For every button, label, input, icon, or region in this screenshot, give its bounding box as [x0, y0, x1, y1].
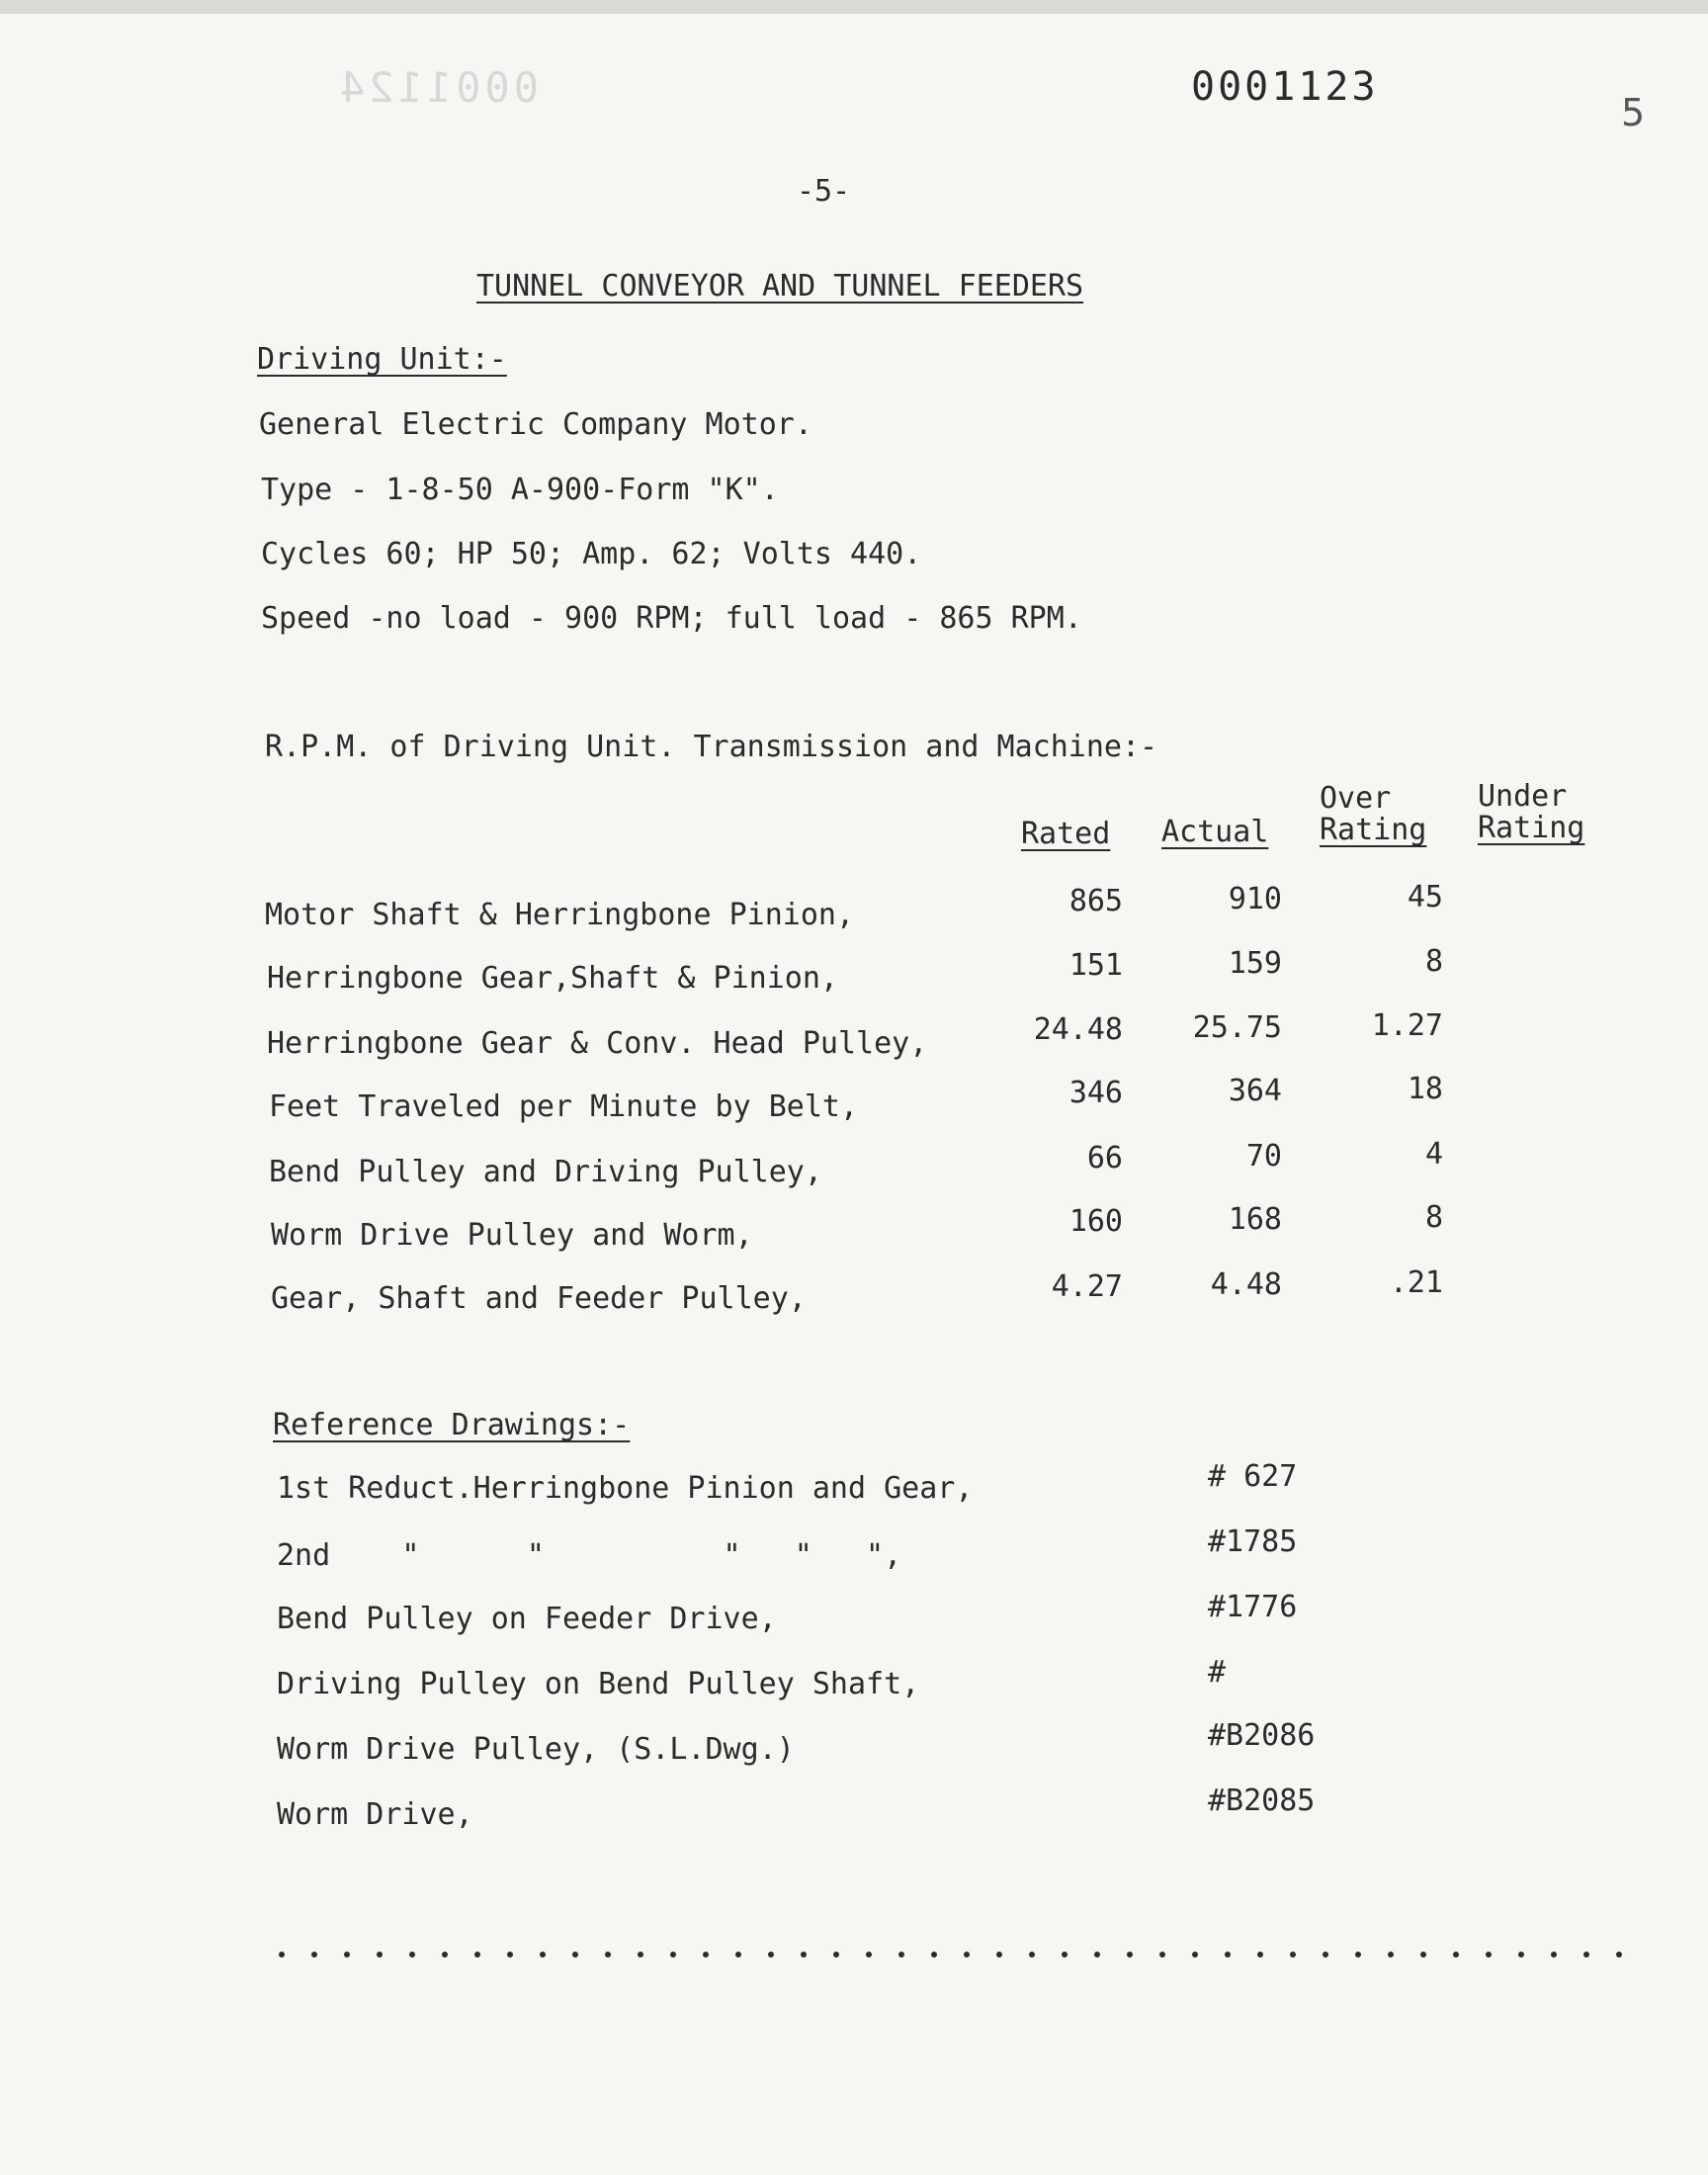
- table-cell-actual: 168: [1228, 1202, 1282, 1237]
- bleed-through-number: 0001124: [336, 63, 540, 112]
- driving-unit-heading: Driving Unit:-: [257, 342, 507, 377]
- table-cell-rated: 865: [1068, 884, 1123, 918]
- table-cell-over: 4: [1424, 1137, 1443, 1172]
- table-row-label: Worm Drive Pulley and Worm,: [271, 1218, 753, 1253]
- table-row-label: Feet Traveled per Minute by Belt,: [269, 1089, 859, 1124]
- table-cell-rated: 4.27: [1051, 1269, 1123, 1304]
- table-cell-over: 45: [1407, 880, 1443, 914]
- column-header-under-rating: Rating: [1478, 811, 1585, 845]
- separator-dot: [1420, 1952, 1426, 1958]
- reference-number: #1776: [1208, 1590, 1298, 1624]
- separator-dot: [801, 1952, 807, 1958]
- scan-top-edge: [0, 0, 1708, 14]
- page-number: -5-: [797, 174, 851, 209]
- table-cell-actual: 70: [1245, 1139, 1282, 1174]
- table-cell-rated: 346: [1068, 1076, 1123, 1110]
- separator-dot: [540, 1952, 546, 1958]
- separator-dot: [507, 1952, 513, 1958]
- separator-dot: [1323, 1952, 1328, 1958]
- separator-dot: [409, 1952, 415, 1958]
- table-cell-over: 8: [1424, 1200, 1443, 1235]
- column-header-over: Over: [1320, 781, 1392, 816]
- separator-dot: [1616, 1952, 1622, 1958]
- reference-label: Worm Drive Pulley, (S.L.Dwg.): [277, 1732, 795, 1767]
- table-cell-rated: 24.48: [1033, 1012, 1123, 1047]
- separator-dot: [833, 1952, 839, 1958]
- separator-dot: [866, 1952, 872, 1958]
- table-cell-actual: 159: [1228, 946, 1282, 981]
- separator-dot: [474, 1952, 480, 1958]
- separator-dot: [605, 1952, 611, 1958]
- separator-dot: [279, 1952, 285, 1958]
- separator-dot: [1127, 1952, 1133, 1958]
- driving-unit-line: Type - 1-8-50 A-900-Form "K".: [261, 473, 779, 507]
- reference-number: #B2086: [1208, 1718, 1316, 1753]
- separator-dot: [898, 1952, 904, 1958]
- reference-label: Bend Pulley on Feeder Drive,: [277, 1602, 777, 1636]
- separator-dot: [1257, 1952, 1263, 1958]
- separator-dot: [964, 1952, 970, 1958]
- separator-dot: [442, 1952, 448, 1958]
- reference-label: Driving Pulley on Bend Pulley Shaft,: [277, 1667, 920, 1701]
- reference-label: 1st Reduct.Herringbone Pinion and Gear,: [277, 1471, 974, 1506]
- table-cell-rated: 151: [1068, 948, 1123, 983]
- table-cell-actual: 364: [1228, 1074, 1282, 1108]
- table-row-label: Motor Shaft & Herringbone Pinion,: [265, 898, 855, 932]
- table-cell-over: 1.27: [1371, 1008, 1443, 1043]
- separator-dot: [703, 1952, 709, 1958]
- driving-unit-line: Cycles 60; HP 50; Amp. 62; Volts 440.: [261, 537, 922, 571]
- separator-dot: [996, 1952, 1002, 1958]
- document-number: 0001123: [1191, 64, 1379, 110]
- separator-dot: [344, 1952, 350, 1958]
- separator-dot: [1062, 1952, 1068, 1958]
- separator-dot: [572, 1952, 578, 1958]
- separator-dot: [377, 1952, 383, 1958]
- reference-number: #: [1208, 1655, 1227, 1690]
- reference-number: # 627: [1208, 1459, 1298, 1494]
- table-cell-actual: 4.48: [1210, 1267, 1282, 1302]
- dotted-separator: [279, 1944, 1653, 1967]
- separator-dot: [311, 1952, 317, 1958]
- column-header-actual: Actual: [1161, 815, 1269, 849]
- corner-mark: 5: [1621, 91, 1646, 134]
- separator-dot: [638, 1952, 643, 1958]
- page-title: TUNNEL CONVEYOR AND TUNNEL FEEDERS: [476, 269, 1084, 304]
- table-cell-rated: 160: [1068, 1204, 1123, 1239]
- table-row-label: Herringbone Gear & Conv. Head Pulley,: [267, 1026, 928, 1061]
- separator-dot: [931, 1952, 937, 1958]
- separator-dot: [1290, 1952, 1296, 1958]
- column-header-over-rating: Rating: [1320, 813, 1427, 847]
- table-cell-over: 18: [1407, 1072, 1443, 1106]
- reference-drawings-heading: Reference Drawings:-: [273, 1408, 631, 1442]
- driving-unit-line: General Electric Company Motor.: [259, 407, 812, 442]
- separator-dot: [1518, 1952, 1524, 1958]
- table-cell-over: 8: [1424, 944, 1443, 979]
- rpm-table-heading: R.P.M. of Driving Unit. Transmission and Machine:-: [265, 730, 1158, 764]
- table-cell-actual: 25.75: [1192, 1010, 1282, 1045]
- separator-dot: [1388, 1952, 1394, 1958]
- separator-dot: [1486, 1952, 1492, 1958]
- reference-number: #1785: [1208, 1524, 1298, 1559]
- separator-dot: [1453, 1952, 1459, 1958]
- separator-dot: [1551, 1952, 1557, 1958]
- separator-dot: [768, 1952, 774, 1958]
- table-cell-actual: 910: [1228, 882, 1282, 916]
- separator-dot: [670, 1952, 676, 1958]
- table-cell-rated: 66: [1086, 1141, 1123, 1175]
- separator-dot: [1029, 1952, 1035, 1958]
- separator-dot: [1355, 1952, 1361, 1958]
- table-cell-over: .21: [1389, 1265, 1443, 1300]
- table-row-label: Herringbone Gear,Shaft & Pinion,: [267, 961, 838, 996]
- separator-dot: [1225, 1952, 1231, 1958]
- reference-label: Worm Drive,: [277, 1797, 473, 1832]
- table-row-label: Gear, Shaft and Feeder Pulley,: [271, 1281, 807, 1316]
- reference-number: #B2085: [1208, 1784, 1316, 1818]
- reference-label: 2nd " " " " ",: [277, 1538, 902, 1573]
- table-row-label: Bend Pulley and Driving Pulley,: [269, 1155, 822, 1189]
- separator-dot: [1583, 1952, 1589, 1958]
- column-header-rated: Rated: [1021, 817, 1111, 851]
- separator-dot: [1192, 1952, 1198, 1958]
- separator-dot: [1159, 1952, 1165, 1958]
- driving-unit-line: Speed -no load - 900 RPM; full load - 865 RPM.: [261, 601, 1082, 636]
- column-header-under: Under: [1478, 779, 1568, 814]
- separator-dot: [1094, 1952, 1100, 1958]
- separator-dot: [735, 1952, 741, 1958]
